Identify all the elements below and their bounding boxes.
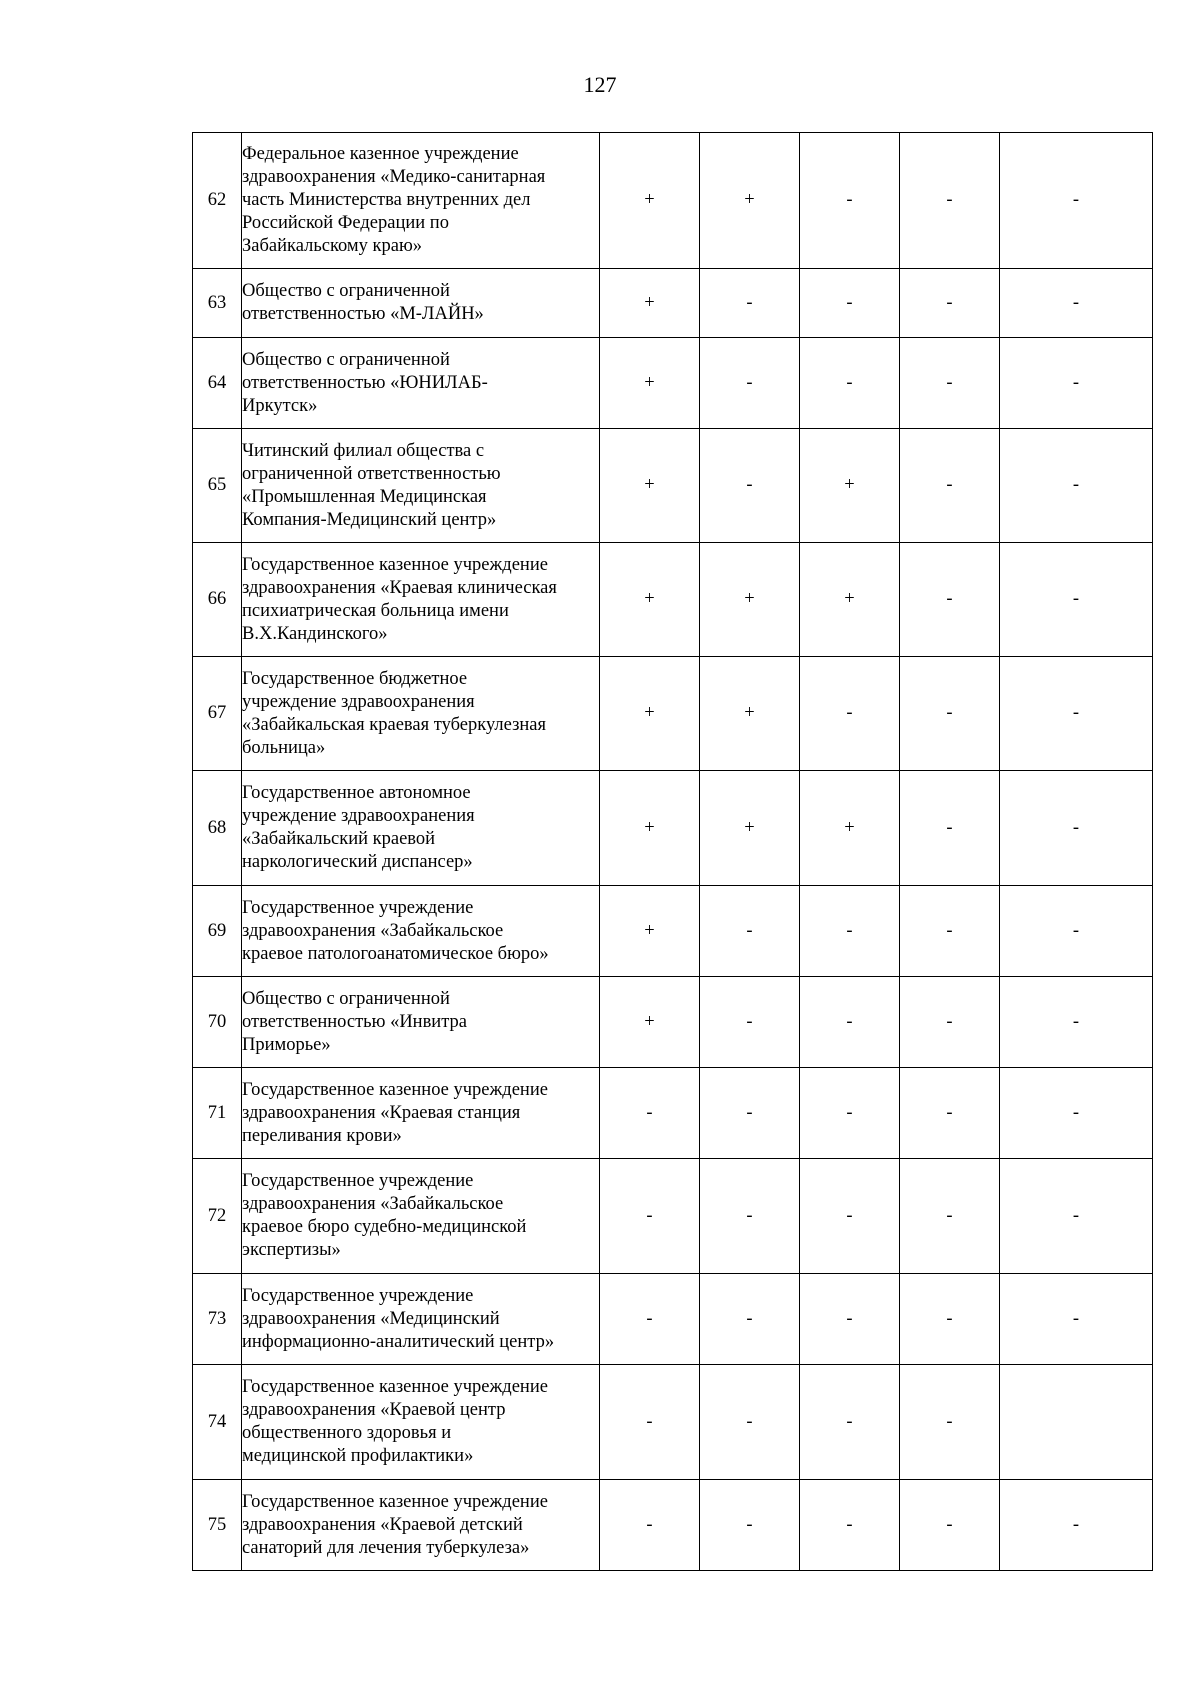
table-row [193,1274,1153,1365]
table-row [193,429,1153,543]
mark-cell-4: - [900,543,1000,657]
organization-name [242,133,600,269]
mark-cell-4: - [900,1480,1000,1571]
organization-name-line: Общество с ограниченной [242,988,450,1009]
table-row [193,886,1153,977]
mark-cell-4: - [900,977,1000,1068]
mark-cell-2: - [700,1365,800,1480]
row-number: 74 [193,1365,242,1480]
organization-name-line: ответственностью «М-ЛАЙН» [242,304,484,324]
mark-cell-3: - [800,1274,900,1365]
mark-cell-4: - [900,133,1000,269]
organization-name-line: здравоохранения «Краевой центр [242,1400,506,1420]
mark-cell-2: + [700,657,800,771]
table-row [193,657,1153,771]
organization-name-line: здравоохранения «Забайкальское [242,1194,504,1214]
organization-name-line: здравоохранения «Медико-санитарная [242,167,546,187]
organization-name [242,1068,600,1159]
mark-cell-3: + [800,429,900,543]
table-row [193,771,1153,886]
organization-name-line: Государственное учреждение [242,1171,474,1191]
organization-name-line: Государственное учреждение [242,1285,474,1306]
mark-cell-4: - [900,269,1000,338]
mark-cell-1: + [600,133,700,269]
mark-cell-3: - [800,886,900,977]
mark-cell-1: - [600,1274,700,1365]
mark-cell-1: - [600,1068,700,1159]
organization-name-line: Российской Федерации по [242,213,449,233]
mark-cell-1: - [600,1159,700,1274]
mark-cell-5: - [1000,977,1153,1068]
row-number: 64 [193,338,242,429]
organization-name-line: учреждение здравоохранения [242,806,475,826]
mark-cell-1: + [600,657,700,771]
organization-name-line: здравоохранения «Забайкальское [242,920,504,941]
table-row [193,1365,1153,1480]
organization-name [242,1365,600,1480]
organization-name [242,338,600,429]
mark-cell-2: - [700,269,800,338]
organization-name-line: ответственностью «Инвитра [242,1011,467,1032]
mark-cell-1: + [600,771,700,886]
organization-name-line: здравоохранения «Краевая станция [242,1102,521,1123]
mark-cell-5: - [1000,133,1153,269]
mark-cell-1: + [600,429,700,543]
mark-cell-3: - [800,657,900,771]
organization-name-line: «Забайкальская краевая туберкулезная [242,714,547,735]
row-number: 73 [193,1274,242,1365]
organization-name-line: краевое бюро судебно-медицинской [242,1217,527,1237]
mark-cell-4: - [900,1274,1000,1365]
row-number: 69 [193,886,242,977]
mark-cell-3: - [800,133,900,269]
organization-name [242,886,600,977]
mark-cell-5: - [1000,269,1153,338]
organization-name-line: больница» [242,737,326,758]
organization-name-line: ответственностью «ЮНИЛАБ- [242,372,488,393]
mark-cell-2: - [700,886,800,977]
table-row [193,1159,1153,1274]
page-number: 127 [583,72,617,97]
table-row [193,338,1153,429]
mark-cell-3: - [800,1365,900,1480]
mark-cell-1: + [600,338,700,429]
mark-cell-2: + [700,133,800,269]
mark-cell-1: - [600,1365,700,1480]
organization-name-line: Иркутск» [242,395,318,416]
mark-cell-2: - [700,1068,800,1159]
mark-cell-5: - [1000,657,1153,771]
mark-cell-3: - [800,1068,900,1159]
mark-cell-5: - [1000,1159,1153,1274]
organization-name-line: часть Министерства внутренних дел [242,190,531,210]
mark-cell-5: - [1000,1068,1153,1159]
mark-cell-3: - [800,1480,900,1571]
organization-name-line: Государственное учреждение [242,897,474,918]
mark-cell-2: - [700,977,800,1068]
mark-cell-2: + [700,771,800,886]
organization-name-line: Федеральное казенное учреждение [242,144,519,164]
organization-name [242,1159,600,1274]
organization-name [242,977,600,1068]
organization-name-line: Государственное казенное учреждение [242,554,548,575]
mark-cell-4: - [900,771,1000,886]
organization-name-line: В.Х.Кандинского» [242,623,388,644]
organization-name-line: Государственное казенное учреждение [242,1079,548,1100]
organization-name-line: Общество с ограниченной [242,281,450,301]
organization-name-line: Государственное казенное учреждение [242,1491,548,1512]
row-number: 72 [193,1159,242,1274]
mark-cell-3: - [800,338,900,429]
organization-name-line: Забайкальскому краю» [242,236,423,256]
organization-name-line: психиатрическая больница имени [242,600,509,621]
table-row [193,977,1153,1068]
row-number: 62 [193,133,242,269]
organizations-table [192,132,1153,1571]
organization-name [242,543,600,657]
mark-cell-3: + [800,543,900,657]
row-number: 66 [193,543,242,657]
mark-cell-3: - [800,977,900,1068]
organization-name-line: Читинский филиал общества с [242,440,485,461]
mark-cell-4: - [900,338,1000,429]
mark-cell-1: + [600,269,700,338]
organization-name-line: Приморье» [242,1034,331,1055]
organization-name-line: здравоохранения «Краевая клиническая [242,577,557,598]
organization-name-line: Компания-Медицинский центр» [242,509,497,530]
mark-cell-2: - [700,1274,800,1365]
organization-name-line: переливания крови» [242,1125,402,1146]
organization-name-line: здравоохранения «Краевой детский [242,1514,523,1535]
mark-cell-5 [1000,1365,1153,1480]
organization-name-line: здравоохранения «Медицинский [242,1308,500,1329]
mark-cell-4: - [900,886,1000,977]
organization-name-line: «Забайкальский краевой [242,829,436,849]
mark-cell-1: - [600,1480,700,1571]
mark-cell-2: - [700,338,800,429]
organization-name-line: медицинской профилактики» [242,1446,474,1466]
organization-name-line: ограниченной ответственностью [242,463,501,484]
organization-name [242,269,600,338]
mark-cell-1: + [600,977,700,1068]
mark-cell-4: - [900,657,1000,771]
row-number: 68 [193,771,242,886]
mark-cell-5: - [1000,543,1153,657]
organization-name [242,429,600,543]
mark-cell-4: - [900,1365,1000,1480]
mark-cell-5: - [1000,338,1153,429]
mark-cell-5: - [1000,886,1153,977]
mark-cell-1: + [600,543,700,657]
mark-cell-2: - [700,1159,800,1274]
mark-cell-5: - [1000,1274,1153,1365]
row-number: 63 [193,269,242,338]
mark-cell-2: - [700,1480,800,1571]
organization-name [242,1480,600,1571]
mark-cell-4: - [900,1068,1000,1159]
table-row [193,133,1153,269]
organization-name-line: санаторий для лечения туберкулеза» [242,1537,530,1558]
organization-name-line: Государственное бюджетное [242,668,468,689]
table-row [193,1480,1153,1571]
organization-name-line: информационно-аналитический центр» [242,1331,555,1352]
mark-cell-5: - [1000,429,1153,543]
mark-cell-5: - [1000,771,1153,886]
mark-cell-1: + [600,886,700,977]
row-number: 75 [193,1480,242,1571]
mark-cell-4: - [900,1159,1000,1274]
mark-cell-4: - [900,429,1000,543]
organization-name [242,1274,600,1365]
organization-name-line: «Промышленная Медицинская [242,486,487,507]
mark-cell-3: - [800,1159,900,1274]
row-number: 71 [193,1068,242,1159]
organization-name-line: общественного здоровья и [242,1423,452,1443]
row-number: 70 [193,977,242,1068]
table-row [193,1068,1153,1159]
organization-name-line: краевое патологоанатомическое бюро» [242,943,549,964]
row-number: 67 [193,657,242,771]
table-body [193,133,1153,1571]
mark-cell-3: + [800,771,900,886]
row-number: 65 [193,429,242,543]
organization-name-line: экспертизы» [242,1240,341,1260]
organization-name [242,771,600,886]
organization-name [242,657,600,771]
mark-cell-5: - [1000,1480,1153,1571]
organization-name-line: Общество с ограниченной [242,349,450,370]
mark-cell-3: - [800,269,900,338]
organization-name-line: наркологический диспансер» [242,852,473,872]
table-row [193,269,1153,338]
mark-cell-2: - [700,429,800,543]
table-row [193,543,1153,657]
organization-name-line: Государственное казенное учреждение [242,1377,548,1397]
organization-name-line: учреждение здравоохранения [242,691,475,712]
organization-name-line: Государственное автономное [242,783,471,803]
mark-cell-2: + [700,543,800,657]
